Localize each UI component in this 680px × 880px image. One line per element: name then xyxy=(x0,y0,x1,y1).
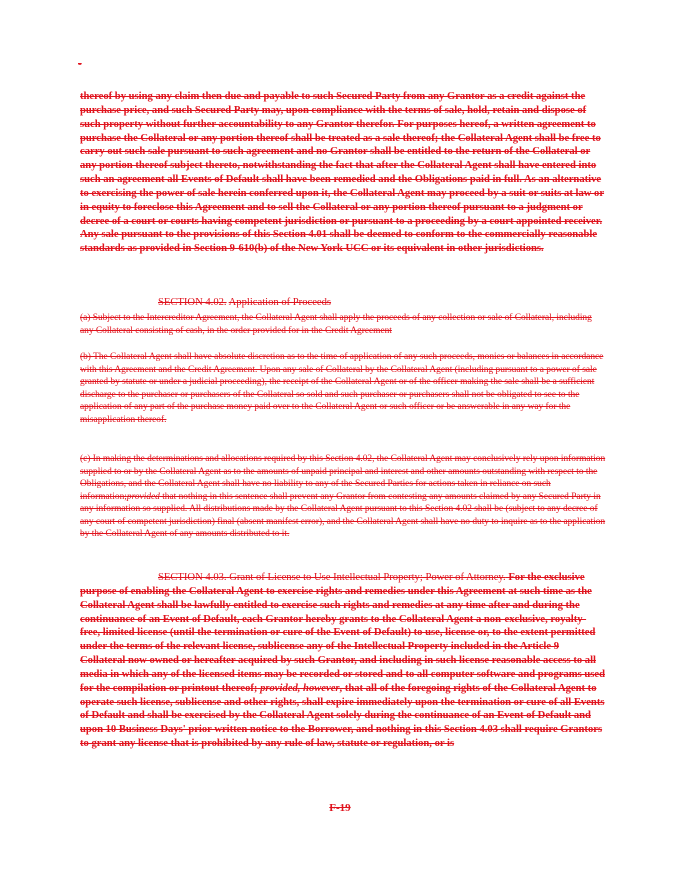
deletion-mark: - xyxy=(78,58,82,70)
section-4-02-heading xyxy=(158,297,331,308)
para-c-part-1: (c) In making the determinations and allocations required by this Section 4.02, the Collateral Agent may conclusively rely upon information supplied to or by the Collateral Agent as to the amounts of unpaid principal and interest and other amounts outstanding with respect to the Obligations, and the Collateral Agent shall have no liability to any of the Secured Parties for actions taken in reliance on such information; xyxy=(80,454,606,502)
section-4-01-continuation: thereof by using any claim then due and payable to such Secured Party from any Grantor as a credit against the purchase price, and such Secured Party may, upon compliance with the terms of sale, hold, retain and dispose of such property without further accountability to any Grantor therefor. For purposes hereof, a written agreement to purchase the Collateral or any portion thereof shall be treated as a sale thereof; the Collateral Agent shall be free to carry out such sale pursuant to such agreement and no Grantor shall be entitled to the return of the Collateral or any portion thereof subject thereto, notwithstanding the fact that after the Collateral Agent shall have entered into such an agreement all Events of Default shall have been remedied and the Obligations paid in full. As an alternative to exercising the power of sale herein conferred upon it, the Collateral Agent may proceed by a suit or suits at law or in equity to foreclose this Agreement and to sell the Collateral or any portion thereof pursuant to a judgment or decree of a court or courts having competent jurisdiction or pursuant to a proceeding by a court appointed receiver. Any sale pursuant to the provisions of this Section 4.01 shall be deemed to conform to the commercially reasonable standards as provided in Section 9-610(b) of the New York UCC or its equivalent in other jurisdictions. xyxy=(80,91,605,255)
section-4-03 xyxy=(80,571,606,751)
section-4-03-title: Grant of License to Use Intellectual Property; Power of Attorney. xyxy=(229,572,506,583)
section-4-03-number: SECTION 4.03. xyxy=(158,572,227,583)
section-4-03-body-2: , that all of the foregoing rights of the Collateral Agent to operate such license, sublicense and other rights, shall expire immediately upon the termination or cure of all Events of Default and shall be exercised by the Collateral Agent solely during the continuance of an Event of Default and upon 10 Business Days' prior written notice to the Borrower, and nothing in this Section 4.03 shall require Grantors to grant any license that is prohibited by any rule of law, statute or regulation, or is xyxy=(80,682,605,750)
para-c-part-2: that nothing in this sentence shall prevent any Grantor from contesting any amounts claimed by any Secured Party in any information so supplied. All distributions made by the Collateral Agent pursuant to this Section 4.02 shall be (subject to any decree of any court of competent jurisdiction) final (absent manifest error), and the Collateral Agent shall have no duty to inquire as to the application by the Collateral Agent of any amounts distributed to it. xyxy=(80,491,606,539)
page-number: F-19 xyxy=(329,802,351,814)
section-4-02-number: SECTION 4.02. xyxy=(158,297,227,308)
section-4-02-para-c xyxy=(80,453,606,541)
section-4-02-para-a: (a) Subject to the Intercreditor Agreement, the Collateral Agent shall apply the proceeds of any collection or sale of Collateral, including any Collateral consisting of cash, in the order provided for in the Credit Agreement xyxy=(80,313,592,336)
section-4-02-para-b: (b) The Collateral Agent shall have absolute discretion as to the time of application of any such proceeds, monies or balances in accordance with this Agreement and the Credit Agreement. Upon any sale of Collateral by the Collateral Agent (including pursuant to a power of sale granted by statute or under a judicial proceeding), the receipt of the Collateral Agent or of the officer making the sale shall be a sufficient discharge to the purchaser or purchasers of the Collateral so sold and such purchaser or purchasers shall not be obligated to see to the application of any part of the purchase money paid over to the Collateral Agent or such officer or be answerable in any way for the misapplication thereof. xyxy=(80,352,604,425)
section-4-02-title: Application of Proceeds xyxy=(228,297,332,308)
para-c-provided: provided xyxy=(126,491,160,502)
section-4-03-body-1: For the exclusive purpose of enabling the Collateral Agent to exercise rights and remedies under this Agreement at such time as the Collateral Agent shall be lawfully entitled to exercise such rights and remedies at any time after and during the continuance of an Event of Default, each Grantor hereby grants to the Collateral Agent a non-exclusive, royalty-free, limited license (until the termination or cure of the Event of Default) to use, license or, to the extent permitted under the terms of the relevant license, sublicense any of the Intellectual Property included in the Article 9 Collateral now owned or hereafter acquired by such Grantor, and including in such license reasonable access to all media in which any of the licensed items may be recorded or stored and to all computer software and programs used for the compilation or printout thereof; xyxy=(80,572,605,694)
section-4-03-provided-however: provided, however xyxy=(260,682,340,694)
